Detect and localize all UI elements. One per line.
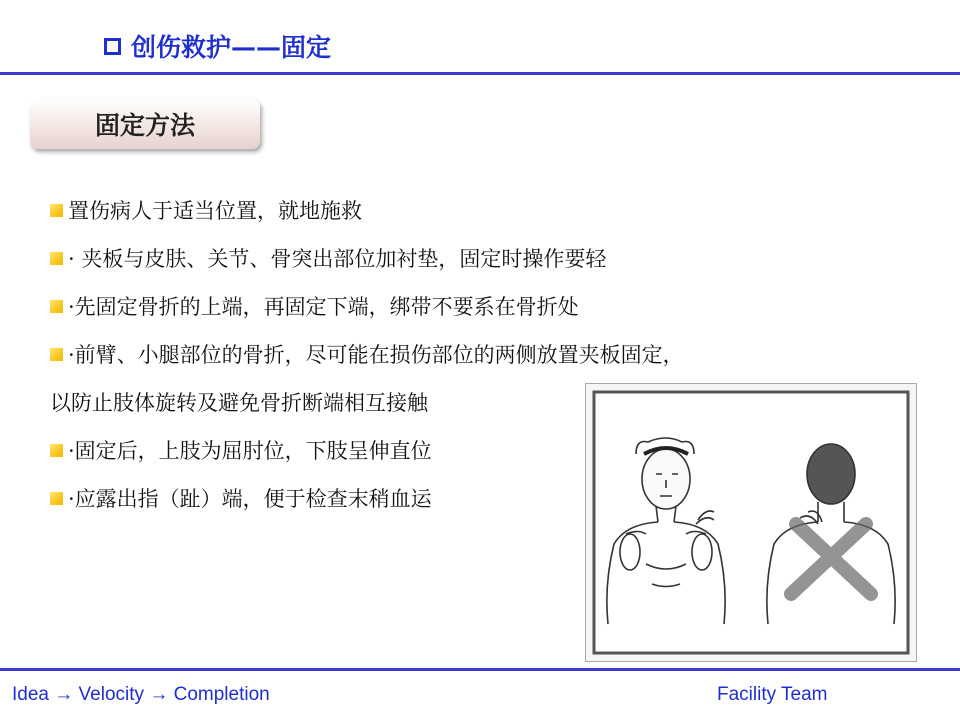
page-title-text: 创伤救护——固定 xyxy=(131,33,332,62)
bullet-square-icon xyxy=(50,204,63,217)
square-bullet-icon xyxy=(104,38,121,55)
bullet-square-icon xyxy=(50,348,63,361)
list-item-text: ·固定后，上肢为屈肘位，下肢呈伸直位 xyxy=(68,439,432,463)
list-item-text: · 夹板与皮肤、关节、骨突出部位加衬垫，固定时操作要轻 xyxy=(68,247,607,271)
bullet-square-icon xyxy=(50,492,63,505)
list-item-text: ·前臂、小腿部位的骨折，尽可能在损伤部位的两侧放置夹板固定， xyxy=(68,343,684,367)
footer-word-idea: Idea xyxy=(12,684,49,705)
footer-tagline xyxy=(12,684,270,706)
figure-illustration-drawing xyxy=(586,384,916,661)
list-item xyxy=(50,330,870,378)
list-item-text: 置伤病人于适当位置，就地施救 xyxy=(68,199,362,223)
list-item-text: 以防止肢体旋转及避免骨折断端相互接触 xyxy=(50,391,428,415)
footer-word-velocity: Velocity xyxy=(78,684,145,705)
footer-word-completion: Completion xyxy=(173,684,270,705)
arrow-right-icon: → xyxy=(149,684,169,705)
footer-team: Facility Team xyxy=(717,684,828,705)
bullet-square-icon xyxy=(50,252,63,265)
list-item xyxy=(50,282,870,330)
bullet-square-icon xyxy=(50,444,63,457)
footer-divider xyxy=(0,668,960,671)
section-heading xyxy=(30,99,260,149)
section-heading-text: 固定方法 xyxy=(94,111,195,140)
clavicle-fixation-illustration xyxy=(585,383,917,662)
arrow-right-icon: → xyxy=(54,684,74,705)
bullet-square-icon xyxy=(50,300,63,313)
list-item xyxy=(50,186,870,234)
list-item-text: ·先固定骨折的上端，再固定下端，绑带不要系在骨折处 xyxy=(68,295,579,319)
list-item xyxy=(50,234,870,282)
header-divider xyxy=(0,72,960,75)
list-item-text: ·应露出指（趾）端，便于检查末稍血运 xyxy=(68,487,432,511)
page-title xyxy=(104,28,331,64)
